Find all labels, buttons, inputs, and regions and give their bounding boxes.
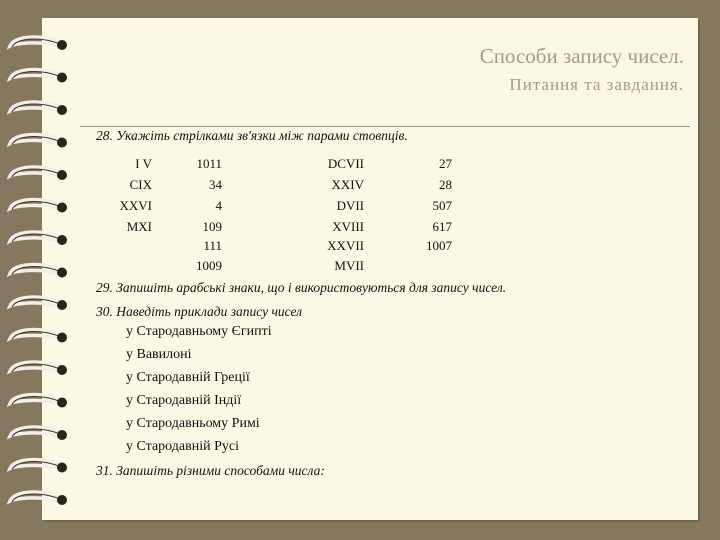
binding-ring	[10, 135, 67, 148]
list-item: у Стародавній Греції	[126, 370, 250, 385]
spiral-binding	[0, 0, 80, 540]
binding-ring	[10, 200, 67, 213]
col4-cell: 28	[439, 177, 452, 192]
col2-cell: 34	[209, 177, 222, 192]
binding-ring	[10, 395, 67, 408]
task-31-text: 31. Запишіть різними способами числа:	[96, 463, 325, 478]
list-item: у Стародавньому Римі	[126, 416, 260, 431]
title-divider	[80, 126, 690, 127]
binding-ring	[10, 102, 67, 115]
col2-cell: 1009	[196, 258, 222, 273]
page-subtitle: Питання та завдання.	[509, 75, 684, 94]
binding-ring	[10, 460, 67, 473]
col1-cell: MXI	[126, 219, 152, 234]
col2-cell: 1011	[196, 156, 222, 171]
col4-cell: 617	[432, 219, 452, 234]
col1-cell: I V	[135, 156, 152, 171]
list-item: у Стародавньому Єгипті	[126, 324, 272, 339]
binding-ring	[10, 70, 67, 83]
col3-cell: MVII	[334, 258, 364, 273]
col2-cell: 109	[202, 219, 222, 234]
task-28-text: 28. Укажіть стрілками зв'язки між парами стовпців.	[96, 128, 408, 143]
binding-ring	[10, 232, 67, 245]
binding-ring	[10, 167, 67, 180]
col4-cell: 507	[432, 198, 452, 213]
col4-cell: 27	[439, 156, 452, 171]
col2-cell: 4	[215, 198, 222, 213]
list-item: у Стародавній Індії	[126, 393, 242, 408]
col3-cell: DCVII	[327, 156, 364, 171]
list-item: у Вавилоні	[126, 347, 192, 362]
binding-ring	[10, 362, 67, 375]
binding-ring	[10, 37, 67, 50]
col3-cell: XVIII	[332, 219, 364, 234]
binding-ring	[10, 492, 67, 505]
col1-cell: CIX	[129, 177, 152, 192]
list-item: у Стародавній Русі	[126, 439, 239, 454]
col3-cell: XXIV	[331, 177, 364, 192]
col4-cell: 1007	[426, 238, 452, 253]
col3-cell: DVII	[336, 198, 364, 213]
col1-cell: XXVI	[119, 198, 152, 213]
binding-ring	[10, 330, 67, 343]
page-title: Способи запису чисел.	[479, 44, 684, 68]
col2-cell: 111	[203, 238, 222, 253]
binding-ring	[10, 427, 67, 440]
task-30-text: 30. Наведіть приклади запису чисел	[96, 304, 303, 319]
binding-ring	[10, 297, 67, 310]
task-29-text: 29. Запишіть арабські знаки, що і використовуються для запису чисел.	[96, 280, 507, 295]
binding-ring	[10, 265, 67, 278]
col3-cell: XXVII	[327, 238, 364, 253]
